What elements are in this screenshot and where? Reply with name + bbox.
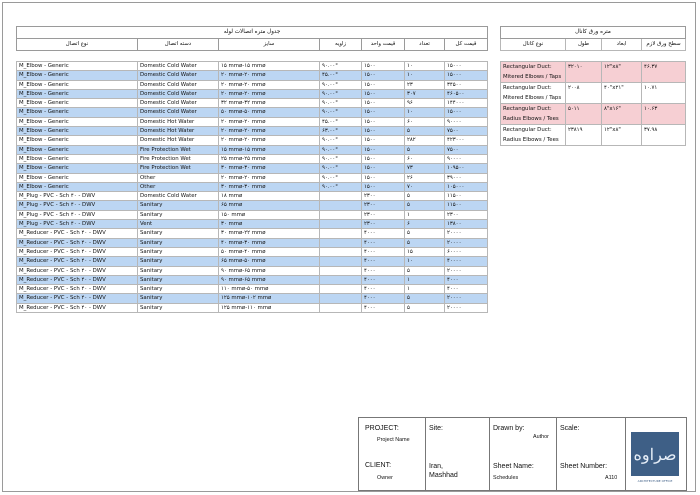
cell-type: M_Elbow - Generic	[17, 127, 138, 136]
cell-size: ۶۵ mmø	[219, 201, 320, 210]
cell-qty: ۱۰	[405, 108, 445, 117]
cell-angle	[320, 201, 362, 210]
cell-category: Domestic Cold Water	[138, 80, 219, 89]
logo-caption: ARCHITECTURE OFFICE	[637, 479, 673, 483]
cell-angle: ۹۰.۰۰°	[320, 108, 362, 117]
divider	[425, 418, 426, 490]
cell-angle	[320, 229, 362, 238]
cell-unit: ۱۵۰۰	[362, 127, 405, 136]
cell-unit: ۲۳۰۰	[362, 210, 405, 219]
cell-qty: ۱	[405, 275, 445, 284]
column-header: زاویه	[320, 39, 362, 51]
cell-total: ۱۱۵۰۰	[445, 201, 488, 210]
cell-qty: ۵	[405, 229, 445, 238]
cell-type: M_Elbow - Generic	[17, 173, 138, 182]
table-row[interactable]	[17, 238, 488, 247]
cell-category: Sanitary	[138, 275, 219, 284]
cell-type: Rectangular Duct: Radius Elbows / Tees	[501, 125, 566, 146]
table-row[interactable]	[17, 210, 488, 219]
cell-qty: ۶۰	[405, 154, 445, 163]
cell-size: ۱۲"x۸"	[602, 62, 642, 83]
project-label: PROJECT:	[365, 425, 399, 432]
cell-size: ۲۰ mmø-۲۰ mmø	[219, 117, 320, 126]
cell-category: Domestic Cold Water	[138, 62, 219, 71]
cell-qty: ۵	[405, 294, 445, 303]
cell-qty: ۱	[405, 285, 445, 294]
cell-type: M_Reducer - PVC - Sch ۴۰ - DWV	[17, 294, 138, 303]
cell-angle: ۹۰.۰۰°	[320, 164, 362, 173]
cell-qty: ۲۳	[405, 80, 445, 89]
cell-size: ۳۰ mmø	[219, 220, 320, 229]
cell-type: M_Reducer - PVC - Sch ۴۰ - DWV	[17, 303, 138, 312]
divider	[489, 418, 490, 490]
cell-angle: ۹۰.۰۰°	[320, 80, 362, 89]
table-row[interactable]	[17, 145, 488, 154]
cell-size: ۲۵ mmø-۲۵ mmø	[219, 154, 320, 163]
cell-size: ۲۰ mmø-۲۰ mmø	[219, 136, 320, 145]
column-header: دسته اتصال	[138, 39, 219, 51]
cell-total: ۷۵۰۰	[445, 145, 488, 154]
cell-total: ۲۰۰۰۰	[445, 294, 488, 303]
client-label: CLIENT:	[365, 462, 392, 469]
cell-angle: ۹۰.۰۰°	[320, 99, 362, 108]
cell-category: Other	[138, 182, 219, 191]
table-row[interactable]	[17, 62, 488, 71]
cell-size: ۳۰ mmø-۲۲ mmø	[219, 229, 320, 238]
cell-type: M_Elbow - Generic	[17, 108, 138, 117]
scale-label: Scale:	[560, 425, 580, 432]
cell-angle: ۹۰.۰۰°	[320, 154, 362, 163]
cell-unit: ۱۵۰۰	[362, 99, 405, 108]
site-value-2: Mashhad	[429, 472, 458, 479]
cell-size: ۴۰"x۲۱"	[602, 83, 642, 104]
cell-angle	[320, 275, 362, 284]
cell-total: ۹۰۰۰۰	[445, 117, 488, 126]
table-row[interactable]	[17, 266, 488, 275]
cell-category: Sanitary	[138, 210, 219, 219]
cell-unit: ۴۰۰۰	[362, 294, 405, 303]
cell-total: ۴۰۰۰۰	[445, 257, 488, 266]
cell-type: M_Reducer - PVC - Sch ۴۰ - DWV	[17, 275, 138, 284]
cell-size: ۱۵ mmø-۱۵ mmø	[219, 145, 320, 154]
table-row[interactable]	[17, 192, 488, 201]
cell-unit: ۱۵۰۰	[362, 117, 405, 126]
cell-area: ۴۶.۳۷	[642, 62, 686, 83]
cell-size: ۹۰ mmø-۶۵ mmø	[219, 266, 320, 275]
cell-unit: ۱۵۰۰	[362, 108, 405, 117]
cell-category: Sanitary	[138, 238, 219, 247]
table-row[interactable]	[17, 173, 488, 182]
table-row[interactable]	[17, 80, 488, 89]
cell-category: Domestic Cold Water	[138, 108, 219, 117]
cell-unit: ۴۰۰۰	[362, 303, 405, 312]
cell-angle	[320, 257, 362, 266]
cell-angle	[320, 294, 362, 303]
cell-size: ۱۲۵ mmø-۱۰۲ mmø	[219, 294, 320, 303]
cell-angle: ۴۵.۰۰°	[320, 71, 362, 80]
duct-row[interactable]	[501, 125, 686, 146]
duct-schedule-title: متره ورق کانال	[501, 27, 686, 39]
cell-type: M_Reducer - PVC - Sch ۴۰ - DWV	[17, 266, 138, 275]
site-value-1: Iran,	[429, 463, 444, 470]
cell-size: ۱۸ mmø	[219, 192, 320, 201]
logo-text: صراوه	[633, 444, 677, 464]
cell-category: Vent	[138, 220, 219, 229]
cell-category: Sanitary	[138, 257, 219, 266]
cell-size: ۵۰ mmø-۴۰ mmø	[219, 247, 320, 256]
cell-type: M_Reducer - PVC - Sch ۴۰ - DWV	[17, 285, 138, 294]
pipe-fittings-schedule	[16, 26, 488, 313]
cell-unit: ۴۰۰۰	[362, 285, 405, 294]
drawn-by-label: Drawn by:	[493, 425, 525, 432]
cell-size: ۲۰ mmø-۲۰ mmø	[219, 80, 320, 89]
cell-angle	[320, 247, 362, 256]
cell-type: M_Elbow - Generic	[17, 164, 138, 173]
cell-unit: ۱۵۰۰	[362, 145, 405, 154]
cell-total: ۱۵۰۰۰	[445, 71, 488, 80]
cell-unit: ۴۰۰۰	[362, 266, 405, 275]
cell-category: Domestic Cold Water	[138, 99, 219, 108]
cell-type: M_Elbow - Generic	[17, 182, 138, 191]
cell-total: ۳۴۵۰۰	[445, 80, 488, 89]
cell-qty: ۶	[405, 220, 445, 229]
cell-total: ۷۵۰۰	[445, 127, 488, 136]
logo-area	[624, 418, 686, 490]
cell-unit: ۴۰۰۰	[362, 247, 405, 256]
table-row[interactable]	[17, 117, 488, 126]
cell-type: M_Elbow - Generic	[17, 136, 138, 145]
cell-qty: ۶۰	[405, 117, 445, 126]
cell-type: M_Reducer - PVC - Sch ۴۰ - DWV	[17, 247, 138, 256]
cell-total: ۲۰۰۰۰	[445, 303, 488, 312]
cell-qty: ۳۰۷	[405, 89, 445, 98]
cell-total: ۲۳۰۰	[445, 210, 488, 219]
duct-row[interactable]	[501, 104, 686, 125]
cell-angle	[320, 303, 362, 312]
cell-length: ۲۳۸۱۹	[566, 125, 602, 146]
cell-total: ۲۰۰۰۰	[445, 266, 488, 275]
cell-size: ۲۰ mmø-۲۰ mmø	[219, 127, 320, 136]
cell-category: Domestic Hot Water	[138, 136, 219, 145]
cell-total: ۲۰۰۰۰	[445, 238, 488, 247]
cell-category: Domestic Cold Water	[138, 71, 219, 80]
cell-category: Domestic Cold Water	[138, 192, 219, 201]
column-header: طول	[566, 39, 602, 51]
divider	[556, 418, 557, 490]
table-row[interactable]	[17, 182, 488, 191]
cell-total: ۴۰۰۰	[445, 285, 488, 294]
cell-category: Fire Protection Wet	[138, 154, 219, 163]
cell-type: M_Elbow - Generic	[17, 89, 138, 98]
cell-category: Sanitary	[138, 247, 219, 256]
cell-angle: ۴۵.۰۰°	[320, 117, 362, 126]
cell-unit: ۴۰۰۰	[362, 229, 405, 238]
sheet-number-label: Sheet Number:	[560, 463, 608, 470]
cell-type: Rectangular Duct: Mitered Elbows / Taps	[501, 62, 566, 83]
table-row[interactable]	[17, 127, 488, 136]
sheet-name-label: Sheet Name:	[493, 463, 534, 470]
title-block	[358, 417, 687, 491]
cell-size: ۵۰ mmø-۵۰ mmø	[219, 108, 320, 117]
column-header: ابعاد	[602, 39, 642, 51]
column-header: سایز	[219, 39, 320, 51]
duct-row[interactable]	[501, 83, 686, 104]
cell-category: Domestic Hot Water	[138, 117, 219, 126]
cell-qty: ۱۰	[405, 257, 445, 266]
cell-size: ۳۰ mmø-۳۰ mmø	[219, 182, 320, 191]
cell-length: ۳۲۰۱۰	[566, 62, 602, 83]
cell-type: M_Elbow - Generic	[17, 99, 138, 108]
cell-angle	[320, 210, 362, 219]
cell-size: ۶۵ mmø-۵۰ mmø	[219, 257, 320, 266]
cell-size: ۲۰ mmø-۲۰ mmø	[219, 89, 320, 98]
cell-type: M_Elbow - Generic	[17, 80, 138, 89]
cell-type: M_Plug - PVC - Sch ۴۰ - DWV	[17, 220, 138, 229]
cell-type: Rectangular Duct: Mitered Elbows / Taps	[501, 83, 566, 104]
cell-type: M_Plug - PVC - Sch ۴۰ - DWV	[17, 210, 138, 219]
cell-total: ۴۲۳۰۰۰	[445, 136, 488, 145]
cell-unit: ۱۵۰۰	[362, 62, 405, 71]
column-header: قیمت کل	[445, 39, 488, 51]
cell-unit: ۲۳۰۰	[362, 192, 405, 201]
column-header: سطح ورق لازم	[642, 39, 686, 51]
cell-size: ۲۰ mmø-۲۰ mmø	[219, 173, 320, 182]
spacer	[501, 51, 686, 62]
cell-area: ۳۷.۹۸	[642, 125, 686, 146]
duct-row[interactable]	[501, 62, 686, 83]
column-header: تعداد	[405, 39, 445, 51]
cell-unit: ۲۳۰۰	[362, 201, 405, 210]
cell-unit: ۱۵۰۰	[362, 89, 405, 98]
cell-length: ۲۰۰۸	[566, 83, 602, 104]
cell-angle: ۹۰.۰۰°	[320, 62, 362, 71]
cell-size: ۱۱۰ mmø-۵۰ mmø	[219, 285, 320, 294]
cell-type: M_Reducer - PVC - Sch ۴۰ - DWV	[17, 238, 138, 247]
cell-category: Sanitary	[138, 294, 219, 303]
table-row[interactable]	[17, 99, 488, 108]
client-value: Owner	[377, 475, 393, 481]
cell-category: Sanitary	[138, 266, 219, 275]
table-row[interactable]	[17, 201, 488, 210]
cell-unit: ۱۵۰۰	[362, 71, 405, 80]
cell-unit: ۴۰۰۰	[362, 238, 405, 247]
cell-category: Other	[138, 173, 219, 182]
cell-qty: ۵	[405, 266, 445, 275]
cell-category: Sanitary	[138, 229, 219, 238]
cell-angle: ۹۰.۰۰°	[320, 182, 362, 191]
cell-angle: ۹۰.۰۰°	[320, 145, 362, 154]
cell-area: ۱۰.۶۳	[642, 104, 686, 125]
column-header: نوع اتصال	[17, 39, 138, 51]
cell-unit: ۱۵۰۰	[362, 182, 405, 191]
duct-schedule	[500, 26, 686, 146]
table-row[interactable]	[17, 247, 488, 256]
cell-qty: ۱۰	[405, 62, 445, 71]
table-row[interactable]	[17, 285, 488, 294]
cell-angle	[320, 238, 362, 247]
spacer	[17, 51, 488, 62]
cell-total: ۱۰۵۰۰۰	[445, 182, 488, 191]
cell-size: ۲۰ mmø-۲۰ mmø	[219, 71, 320, 80]
cell-category: Domestic Hot Water	[138, 127, 219, 136]
cell-area: ۱۰.۷۱	[642, 83, 686, 104]
cell-type: M_Plug - PVC - Sch ۴۰ - DWV	[17, 192, 138, 201]
cell-total: ۴۰۰۰	[445, 275, 488, 284]
cell-qty: ۷۰	[405, 182, 445, 191]
cell-category: Sanitary	[138, 303, 219, 312]
cell-unit: ۴۰۰۰	[362, 257, 405, 266]
cell-qty: ۱۵	[405, 247, 445, 256]
cell-qty: ۵	[405, 238, 445, 247]
table-row[interactable]	[17, 136, 488, 145]
cell-category: Fire Protection Wet	[138, 164, 219, 173]
cell-size: ۱۲۵ mmø-۱۱۰ mmø	[219, 303, 320, 312]
cell-unit: ۱۵۰۰	[362, 136, 405, 145]
cell-size: ۹۰ mmø-۶۵ mmø	[219, 275, 320, 284]
cell-type: M_Elbow - Generic	[17, 154, 138, 163]
cell-category: Sanitary	[138, 285, 219, 294]
cell-qty: ۲۸۲	[405, 136, 445, 145]
table-row[interactable]	[17, 89, 488, 98]
cell-angle	[320, 192, 362, 201]
cell-type: M_Reducer - PVC - Sch ۴۰ - DWV	[17, 257, 138, 266]
cell-total: ۱۳۸۰۰	[445, 220, 488, 229]
table-row[interactable]	[17, 154, 488, 163]
cell-category: Fire Protection Wet	[138, 145, 219, 154]
sheet-number-value: A110	[605, 475, 618, 481]
cell-angle	[320, 285, 362, 294]
table-row[interactable]	[17, 303, 488, 312]
site-label: Site:	[429, 425, 444, 432]
cell-unit: ۱۵۰۰	[362, 154, 405, 163]
cell-unit: ۱۵۰۰	[362, 80, 405, 89]
table-row[interactable]	[17, 164, 488, 173]
cell-size: ۱۲"x۸"	[602, 125, 642, 146]
cell-unit: ۲۳۰۰	[362, 220, 405, 229]
cell-angle: ۹۰.۰۰°	[320, 89, 362, 98]
cell-type: M_Reducer - PVC - Sch ۴۰ - DWV	[17, 229, 138, 238]
cell-qty: ۵	[405, 201, 445, 210]
cell-size: ۱۵ mmø-۱۵ mmø	[219, 62, 320, 71]
column-header: نوع کانال	[501, 39, 566, 51]
cell-type: M_Elbow - Generic	[17, 62, 138, 71]
cell-qty: ۵	[405, 303, 445, 312]
cell-total: ۲۰۰۰۰	[445, 229, 488, 238]
cell-total: ۹۰۰۰۰	[445, 154, 488, 163]
cell-angle: ۹۰.۰۰°	[320, 173, 362, 182]
cell-size: ۱۵۰ mmø	[219, 210, 320, 219]
cell-qty: ۱۰	[405, 71, 445, 80]
cell-total: ۱۰۹۵۰۰	[445, 164, 488, 173]
cell-total: ۱۱۵۰۰	[445, 192, 488, 201]
cell-type: M_Plug - PVC - Sch ۴۰ - DWV	[17, 201, 138, 210]
cell-total: ۳۹۰۰۰	[445, 173, 488, 182]
cell-type: Rectangular Duct: Radius Elbows / Tees	[501, 104, 566, 125]
project-value: Project Name	[377, 437, 410, 443]
cell-total: ۶۰۰۰۰	[445, 247, 488, 256]
cell-unit: ۱۵۰۰	[362, 164, 405, 173]
cell-qty: ۵	[405, 145, 445, 154]
cell-type: M_Elbow - Generic	[17, 145, 138, 154]
cell-angle	[320, 266, 362, 275]
cell-size: ۸"x۱۶"	[602, 104, 642, 125]
cell-total: ۱۵۰۰۰	[445, 62, 488, 71]
cell-size: ۳۰ mmø-۳۰ mmø	[219, 164, 320, 173]
cell-total: ۴۶۰۵۰۰	[445, 89, 488, 98]
cell-qty: ۲۶	[405, 173, 445, 182]
cell-qty: ۵	[405, 127, 445, 136]
column-header: قیمت واحد	[362, 39, 405, 51]
table-row[interactable]	[17, 229, 488, 238]
office-logo	[631, 432, 679, 483]
table-row[interactable]	[17, 275, 488, 284]
cell-size: ۴۰ mmø-۳۰ mmø	[219, 238, 320, 247]
cell-angle: ۹۰.۰۰°	[320, 136, 362, 145]
cell-size: ۳۲ mmø-۳۲ mmø	[219, 99, 320, 108]
cell-total: ۱۴۴۰۰۰	[445, 99, 488, 108]
cell-unit: ۴۰۰۰	[362, 275, 405, 284]
cell-angle	[320, 220, 362, 229]
cell-total: ۱۵۰۰۰	[445, 108, 488, 117]
cell-angle: ۶۳.۰۰°	[320, 127, 362, 136]
table-row[interactable]	[17, 294, 488, 303]
table-row[interactable]	[17, 257, 488, 266]
cell-qty: ۷۳	[405, 164, 445, 173]
cell-category: Sanitary	[138, 201, 219, 210]
drawn-by-value: Author	[533, 434, 549, 440]
cell-qty: ۹۶	[405, 99, 445, 108]
cell-length: ۵۰۱۱	[566, 104, 602, 125]
cell-category: Domestic Cold Water	[138, 89, 219, 98]
cell-unit: ۱۵۰۰	[362, 173, 405, 182]
table-row[interactable]	[17, 108, 488, 117]
table-row[interactable]	[17, 220, 488, 229]
cell-type: M_Elbow - Generic	[17, 117, 138, 126]
cell-type: M_Elbow - Generic	[17, 71, 138, 80]
cell-qty: ۱	[405, 210, 445, 219]
table-row[interactable]	[17, 71, 488, 80]
cell-qty: ۵	[405, 192, 445, 201]
sheet-name-value: Schedules	[493, 475, 519, 481]
schedule-title: جدول متره اتصالات لوله	[17, 27, 488, 39]
